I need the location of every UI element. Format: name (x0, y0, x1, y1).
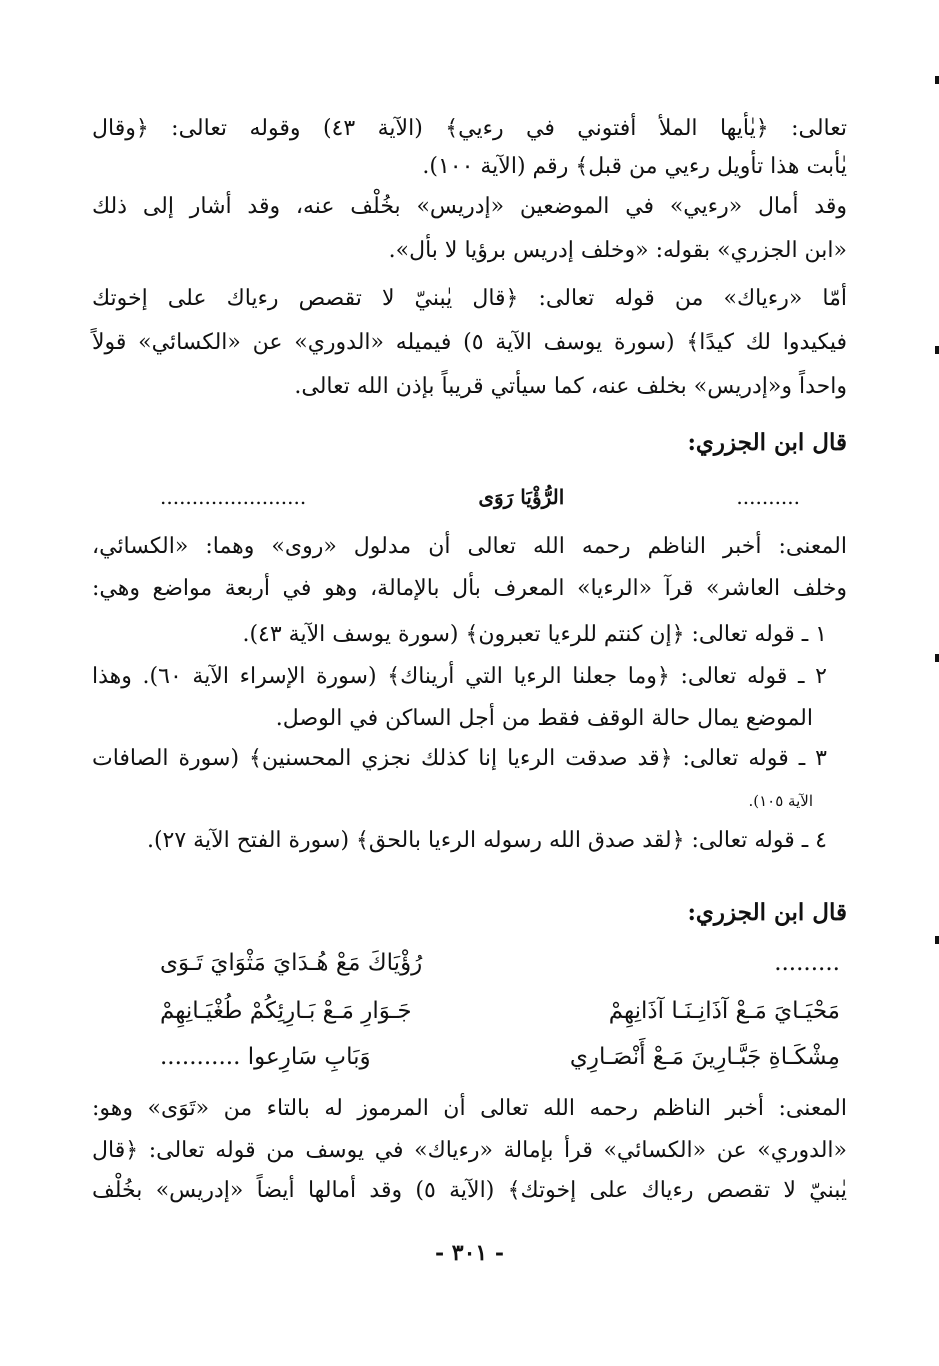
verse2-row (160, 1040, 840, 1074)
paragraph2-line3: واحداً و«إدريس» بخلف عنه، كما سيأتي قريباً بإذن الله تعالى. (294, 374, 847, 399)
list-item: ٤ ـ قوله تعالى: ﴿لقد صدق الله رسوله الرءيا بالحق﴾ (سورة الفتح الآية ٢٧). (146, 828, 827, 853)
section-heading-2: قال ابن الجزري: (687, 899, 847, 926)
list-item-continuation: الآية ١٠٥). (748, 792, 813, 810)
verse1-left-dots: .......... (736, 485, 800, 509)
verse2-row (160, 946, 840, 980)
meaning2-line1: المعنى: أخبر الناظم رحمه الله تعالى أن المرموز له بالتاء من «تَوَى» وهو: (92, 1096, 847, 1121)
scan-edge-mark (935, 346, 939, 354)
verse1-right-dots: ....................... (160, 485, 307, 509)
verse2-left-hemistich: رُؤْيَاكَ مَعْ هُـدَايَ مَثْوَايَ تَـوَى (160, 950, 423, 976)
paragraph1-line2: يٰأبت هذا تأويل رءيي من قبل﴾ رقم (الآية ١٠٠). (422, 154, 847, 179)
page-number: - ٣٠١ - (434, 1240, 505, 1266)
paragraph1-line1: تعالى: ﴿يٰأيها الملأ أفتوني في رءيي﴾ (الآية ٤٣) وقوله تعالى: ﴿وقال (92, 116, 847, 141)
scan-edge-mark (935, 654, 939, 662)
list-item: ٢ ـ قوله تعالى: ﴿وما جعلنا الرءيا التي أريناك﴾ (سورة الإسراء الآية ٦٠). وهذا (92, 664, 827, 689)
meaning1-line2: وخلف العاشر» قرآ «الرءيا» المعرف بأل بالإمالة، وهو في أربعة مواضع وهي: (92, 576, 847, 601)
paragraph2-line2: فيكيدوا لك كيدًا﴾ (سورة يوسف الآية ٥) فيميله «الدوري» عن «الكسائي» قولاً (92, 330, 847, 355)
scan-edge-mark (935, 76, 939, 84)
meaning1-line1: المعنى: أخبر الناظم رحمه الله تعالى أن مدلول «روى» وهما: «الكسائي، (92, 534, 847, 559)
verse2-left-hemistich: وَبَابِ سَارِعوا ........... (160, 1044, 371, 1070)
verse1-row (160, 482, 800, 512)
meaning2-line3: يٰبنيّ لا تقصص رءياك على إخوتك﴾ (الآية ٥) وقد أمالها أيضاً «إدريس» بخُلْف (92, 1178, 847, 1203)
verse2-right-hemistich: ......... (774, 950, 840, 976)
verse2-right-hemistich: مَحْيَـايَ مَـعْ آذَانِـنَـا آذَانِهِمْ (608, 998, 840, 1024)
list-item: ٣ ـ قوله تعالى: ﴿قد صدقت الرءيا إنا كذلك نجزي المحسنين﴾ (سورة الصافات (92, 746, 827, 771)
scan-edge-mark (935, 936, 939, 944)
list-item: ١ ـ قوله تعالى: ﴿إن كنتم للرءيا تعبرون﴾ (سورة يوسف الآية ٤٣). (242, 622, 827, 647)
paragraph1-line3: وقد أمال «رءيي» في الموضعين «إدريس» بخُلْف عنه، وقد أشار إلى ذلك (92, 194, 847, 219)
list-item-continuation: الموضع يمال حالة الوقف فقط من أجل الساكن في الوصل. (275, 706, 813, 731)
paragraph1-line4: «ابن الجزري» بقوله: «وخلف إدريس برؤيا لا بأل». (388, 238, 847, 263)
verse1-words: الرُّؤْيَا رَوَى (478, 485, 565, 509)
verse2-right-hemistich: مِشْكَـاةِ جَبَّـارِينَ مَـعْ أَنْصَـارِي (569, 1044, 840, 1070)
meaning2-line2: «الدوري» عن «الكسائي» قرأ بإمالة «رءياك» في يوسف من قوله تعالى: ﴿قال (92, 1138, 847, 1163)
verse2-left-hemistich: جَـوَارِ مَـعْ بَـارِئِكُمْ طُغْيَـانِهِمْ (160, 998, 412, 1024)
section-heading-1: قال ابن الجزري: (687, 429, 847, 456)
paragraph2-line1: أمّا «رءياك» من قوله تعالى: ﴿قال يٰبنيّ لا تقصص رءياك على إخوتك (92, 286, 847, 311)
verse2-row (160, 994, 840, 1028)
